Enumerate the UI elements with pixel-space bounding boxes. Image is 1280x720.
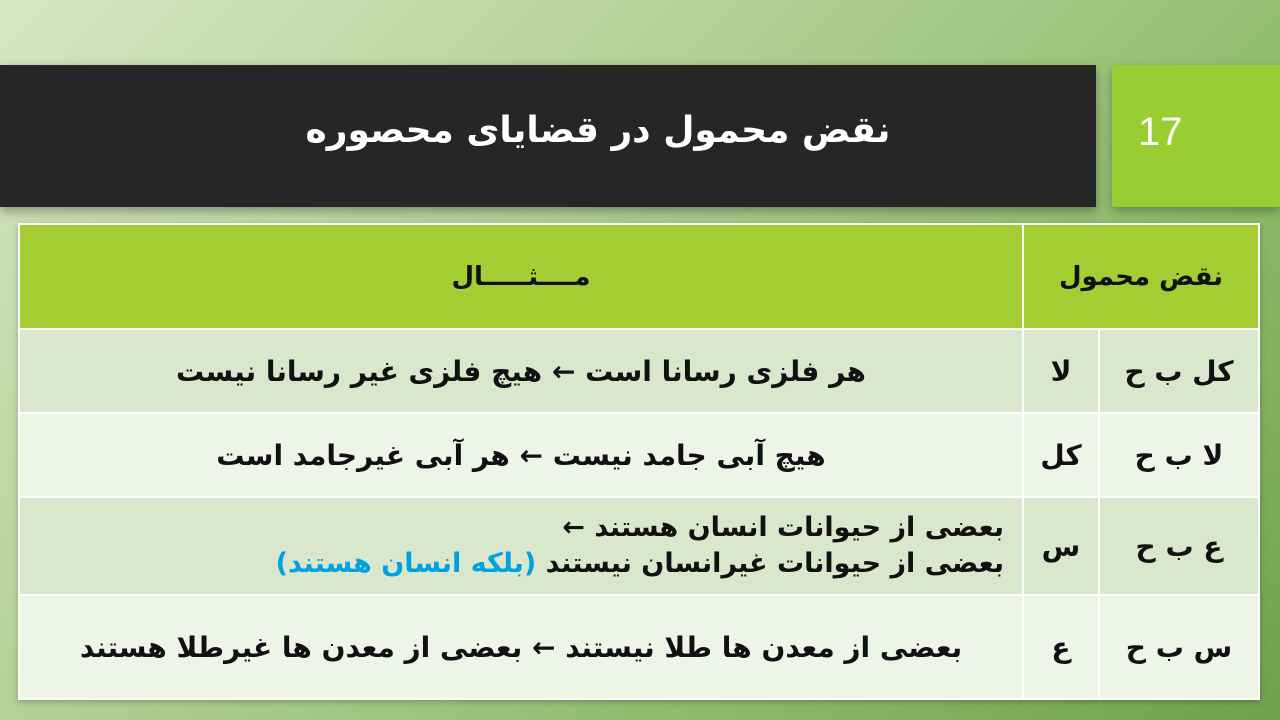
- row-example-note: (بلکه انسان هستند): [275, 548, 537, 579]
- row-example: بعضی از معدن ها طلا نیستند ← بعضی از معدن ها غیرطلا هستند: [19, 595, 1023, 699]
- row-example-line1: بعضی از حیوانات انسان هستند ←: [562, 511, 1004, 543]
- row-result: ع: [1023, 595, 1099, 699]
- conversion-table: [18, 223, 1260, 700]
- row-form: لا ب ح: [1099, 413, 1259, 497]
- row-example: هر فلزی رسانا است ← هیچ فلزی غیر رسانا نیست: [19, 329, 1023, 413]
- row-example: [19, 497, 1023, 595]
- row-form: س ب ح: [1099, 595, 1259, 699]
- table-row: [19, 497, 1259, 595]
- slide-title: نقض محمول در قضایای محصوره: [305, 109, 891, 151]
- table-row: [19, 595, 1259, 699]
- table-row: [19, 413, 1259, 497]
- page-number-box: [1112, 65, 1280, 207]
- title-bar: [0, 65, 1096, 207]
- header-example: مــــثـــــال: [19, 224, 1023, 329]
- row-result: کل: [1023, 413, 1099, 497]
- row-example: هیچ آبی جامد نیست ← هر آبی غیرجامد است: [19, 413, 1023, 497]
- row-result: س: [1023, 497, 1099, 595]
- page-number: 17: [1138, 109, 1183, 154]
- row-result: لا: [1023, 329, 1099, 413]
- row-form: ع ب ح: [1099, 497, 1259, 595]
- row-form: کل ب ح: [1099, 329, 1259, 413]
- table-row: [19, 329, 1259, 413]
- row-example-line2: بعضی از حیوانات غیرانسان نیستند: [536, 548, 1004, 579]
- table-header-row: [19, 224, 1259, 329]
- header-conversion: نقض محمول: [1023, 224, 1259, 329]
